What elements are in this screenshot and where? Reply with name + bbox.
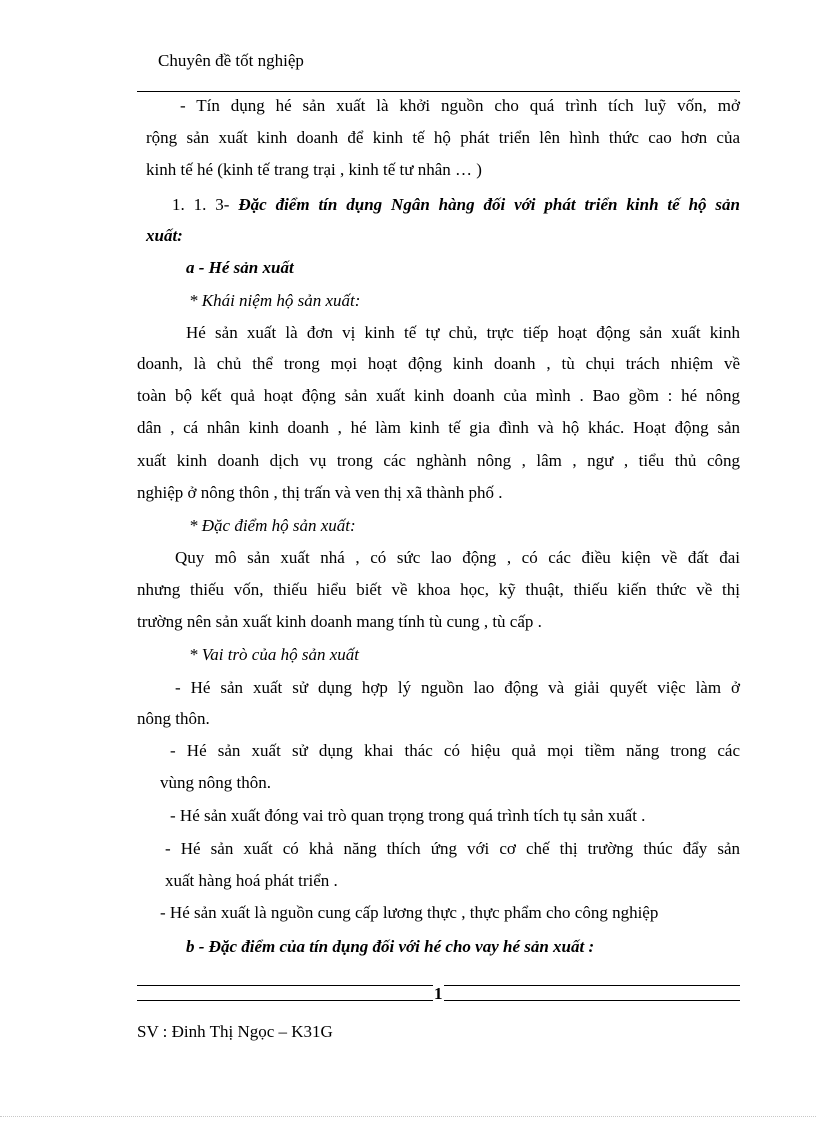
page-header-title: Chuyên đề tốt nghiệp [158,51,304,70]
role-item-continuation: xuất hàng hoá phát triển . [165,871,338,890]
subsection-heading-a: a - Hé sản xuất [186,258,294,277]
paragraph-line: kinh tế hé (kinh tế trang trại , kinh tế tư nhân … ) [146,160,482,179]
paragraph-line: Quy mô sản xuất nhá , có sức lao động , có các điều kiện về đất đai [175,548,740,567]
paragraph-line: toàn bộ kết quả hoạt động sản xuất kinh doanh của mình . Bao gồm : hé nông [137,386,740,405]
page-bottom-edge [0,1116,816,1117]
paragraph-line: nghiệp ở nông thôn , thị trấn và ven thị xã thành phố . [137,483,503,502]
role-item: - Hé sản xuất sử dụng khai thác có hiệu quả mọi tiềm năng trong các [170,741,740,760]
paragraph-line: doanh, là chủ thể trong mọi hoạt động kinh doanh , tù chụi trách nhiệm về [137,354,740,373]
section-heading [172,195,740,215]
paragraph-line: - Tín dụng hé sản xuất là khởi nguồn cho quá trình tích luỹ vốn, mở [180,96,740,115]
bullet-heading-khai-niem: * Khái niệm hộ sản xuất: [189,291,361,310]
paragraph-line: Hé sản xuất là đơn vị kinh tế tự chủ, trực tiếp hoạt động sản xuất kinh [186,323,740,342]
section-title-continuation: xuất: [146,226,183,245]
footer-student-info: SV : Đinh Thị Ngọc – K31G [137,1022,333,1041]
role-item: - Hé sản xuất đóng vai trò quan trọng trong quá trình tích tụ sản xuất . [170,806,646,825]
paragraph-line: dân , cá nhân kinh doanh , hé làm kinh tế gia đình và hộ khác. Hoạt động sản [137,418,740,437]
page-number: 1 [434,984,443,1003]
subsection-heading-b: b - Đặc điểm của tín dụng đối với hé cho vay hé sản xuất : [186,937,595,956]
paragraph-line: nhưng thiếu vốn, thiếu hiểu biết về khoa học, kỹ thuật, thiếu kiến thức về thị [137,580,740,599]
paragraph-line: xuất kinh doanh dịch vụ trong các nghành nông , lâm , ngư , tiểu thủ công [137,451,740,470]
role-item-continuation: vùng nông thôn. [160,773,271,792]
bullet-heading-vai-tro: * Vai trò của hộ sản xuất [189,645,359,664]
role-item: - Hé sản xuất là nguồn cung cấp lương thực , thực phẩm cho công nghiệp [160,903,659,922]
header-rule [137,91,740,92]
section-number: 1. 1. 3- [172,195,230,214]
role-item-continuation: nông thôn. [137,709,210,728]
paragraph-line: trường nên sản xuất kinh doanh mang tính tù cung , tù cấp . [137,612,542,631]
bullet-heading-dac-diem: * Đặc điểm hộ sản xuất: [189,516,356,535]
role-item: - Hé sản xuất sử dụng hợp lý nguồn lao động và giải quyết việc làm ở [175,678,740,697]
paragraph-line: rộng sản xuất kinh doanh để kinh tế hộ phát triển lên hình thức cao hơn của [146,128,740,147]
section-title: Đặc điểm tín dụng Ngân hàng đối với phát triển kinh tế hộ sản [238,195,741,214]
role-item: - Hé sản xuất có khả năng thích ứng với cơ chế thị trường thúc đẩy sản [165,839,740,858]
